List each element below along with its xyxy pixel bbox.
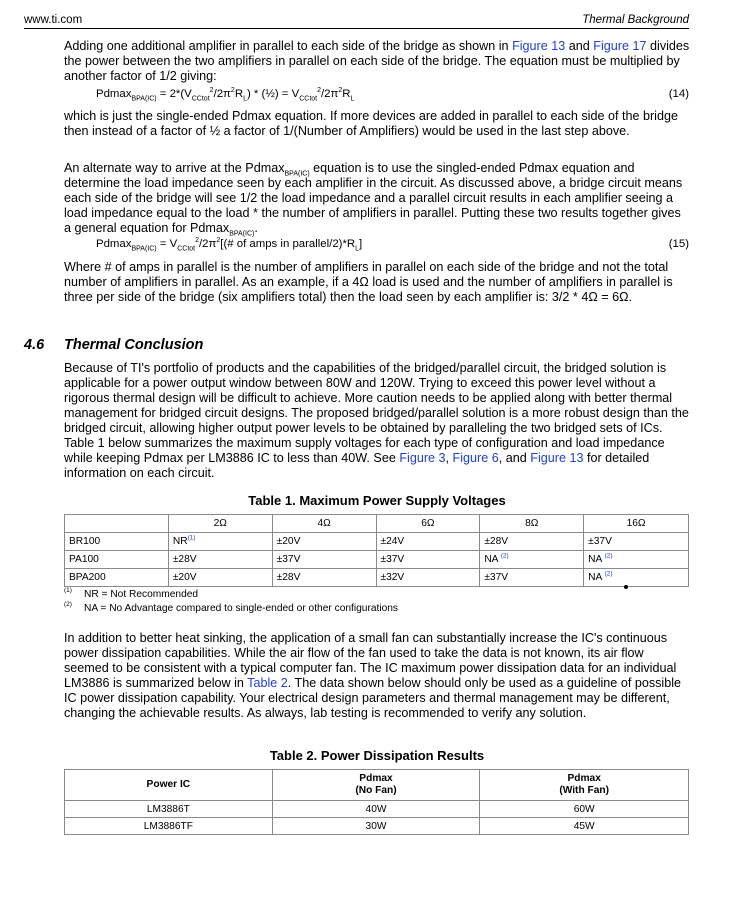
table-cell: LM3886TF [65,818,273,835]
header-cell: Pdmax (With Fan) [480,770,689,801]
footnote-ref[interactable]: (2) [604,570,613,578]
footnote-text: NR = Not Recommended [84,589,199,600]
paragraph: which is just the single-ended Pdmax equation. If more devices are added in parallel to each side of the bridge then instead of a factor of ½ a factor of 1/(Number of Amplifiers) would be used in the last step above. [64,109,678,138]
site-url: www.ti.com [24,14,83,26]
stray-dot [624,585,628,589]
table-cell: NR$^{(1)}$ [168,533,272,551]
table-row [65,801,689,818]
figure-17-link[interactable]: Figure 17 [593,39,647,53]
paragraph: An alternate way to arrive at the Pdmax$_{BPA(IC)}$ equation is to use the singled-ended Pdmax equation and determine the load impedance seen by each amplifier in the circuit. As discussed above, a bridge circuit means each side of the bridge will see 1/2 the load impedance and a parallel circuit results in each amplifier seeing a load impedance equal to the load * the number of amplifiers in parallel. Putting these two results together gives a general equation for Pdmax$_{BPA(IC)}$. [64,161,683,238]
header-cell: Pdmax (No Fan) [272,770,480,801]
table-cell: 60W [480,801,689,818]
table-cell: ±20V [272,533,376,551]
header-cell: Power IC [65,770,273,801]
table-cell: 40W [272,801,480,818]
section-title: Thermal Conclusion [64,337,204,353]
paragraph: In addition to better heat sinking, the application of a small fan can substantially increase the IC's continuous power dissipation capabilities. While the air flow of the fan used to take the data is not known, its air flow seemed to be consistent with a typical computer fan. The IC maximum power dissipation data for an individual LM3886 is summarized below in Table 2. The data shown below should only be used as a guideline of possible IC power dissipation capability. Your electrical design parameters and thermal management may be different, changing the achievable results. As always, lab testing is recommended to verify any solution. [64,631,682,720]
table-cell: NA $^{(2)}$ [480,551,584,569]
table-cell: PA100 [65,551,169,569]
section-number: 4.6 [24,337,45,353]
table-cell: ±28V [480,533,584,551]
table-header-row [65,515,689,533]
table-cell: NA $^{(2)}$ [584,569,689,587]
table-row [65,818,689,835]
footnote-text: NA = No Advantage compared to single-ended or other configurations [84,603,399,614]
table-cell: ±37V [376,551,480,569]
header-cell [65,515,169,533]
table-cell: ±28V [168,551,272,569]
header-cell: 6Ω [376,515,480,533]
table-2-link[interactable]: Table 2 [247,676,288,690]
table-2-title: Table 2. Power Dissipation Results [269,748,485,763]
table-cell: ±37V [272,551,376,569]
header-cell: 16Ω [584,515,689,533]
table-2 [64,769,689,835]
footnote-mark: (1) [64,587,72,594]
header-cell: 8Ω [480,515,584,533]
equation-number: (15) [668,238,689,250]
figure-13-link[interactable]: Figure 13 [530,451,584,465]
figure-13-link[interactable]: Figure 13 [512,39,566,53]
table-1 [64,514,689,587]
page-header [24,12,689,29]
table-cell: ±32V [376,569,480,587]
table-cell: ±28V [272,569,376,587]
header-cell: 2Ω [168,515,272,533]
table-cell: ±37V [584,533,689,551]
footnote-ref[interactable]: (1) [187,534,196,542]
paragraph: Where # of amps in parallel is the number of amplifiers in parallel on each side of the bridge and not the total number of amplifiers in parallel. As an example, if a 4Ω load is used and the number of amplifiers in parallel is three per side of the bridge (six amplifiers total) then the load seen by each amplifier is: 3/2 * 4Ω = 6Ω. [64,260,673,304]
table-header-row [65,770,689,801]
table-cell: 30W [272,818,480,835]
header-cell: 4Ω [272,515,376,533]
table-row [65,533,689,551]
table-1-title: Table 1. Maximum Power Supply Voltages [248,493,506,508]
table-cell: ±20V [168,569,272,587]
section-header: Thermal Background [582,14,689,26]
table-cell: 45W [480,818,689,835]
table-cell: NA $^{(2)}$ [584,551,689,569]
equation-15: $Pdmax_{BPA(IC)} = V_{CCtot}^2/2\pi^2[(\#$ of amps in parallel/$2)*R_L$] (15) [96,237,689,253]
table-cell: ±37V [480,569,584,587]
paragraph: Because of TI's portfolio of products and the capabilities of the bridged/parallel circuit, the bridged solution is applicable for a power output window between 80W and 120W. Trying to exceed this power level without a rigorous thermal design will be difficult to achieve. More caution needs to be applied along with better thermal management for bridged circuit designs. The proposed bridged/parallel solution is a more robust design than the bridged circuit, allowing higher output power levels to be obtained by paralleling the two bridged sets of ICs. Table 1 below summarizes the maximum supply voltages for each type of configuration and load impedance while keeping Pdmax per LM3886 IC to less than 40W. See Figure 3, Figure 6, and Figure 13 for detailed information on each circuit. [64,361,689,480]
figure-6-link[interactable]: Figure 6 [452,451,499,465]
equation-14: $Pdmax_{BPA(IC)} = 2*(V_{CCtot}^2/2\pi^2R_L)$ * (½) = $V_{CCtot}^2/2\pi^2R_L$ (14) [96,87,689,103]
footnote-ref[interactable]: (2) [604,552,613,560]
equation-number: (14) [668,88,689,100]
table-cell: LM3886T [65,801,273,818]
table-row [65,551,689,569]
figure-3-link[interactable]: Figure 3 [399,451,446,465]
paragraph: Adding one additional amplifier in parallel to each side of the bridge as shown in Figure 13 and Figure 17 divides the power between the two amplifiers in parallel on each side of the bridge. The equation must be multiplied by another factor of 1/2 giving: [64,39,690,83]
table-cell: BR100 [65,533,169,551]
table-cell: BPA200 [65,569,169,587]
footnote-ref[interactable]: (2) [500,552,509,560]
footnote-mark: (2) [64,601,72,608]
table-cell: ±24V [376,533,480,551]
table-row [65,569,689,587]
